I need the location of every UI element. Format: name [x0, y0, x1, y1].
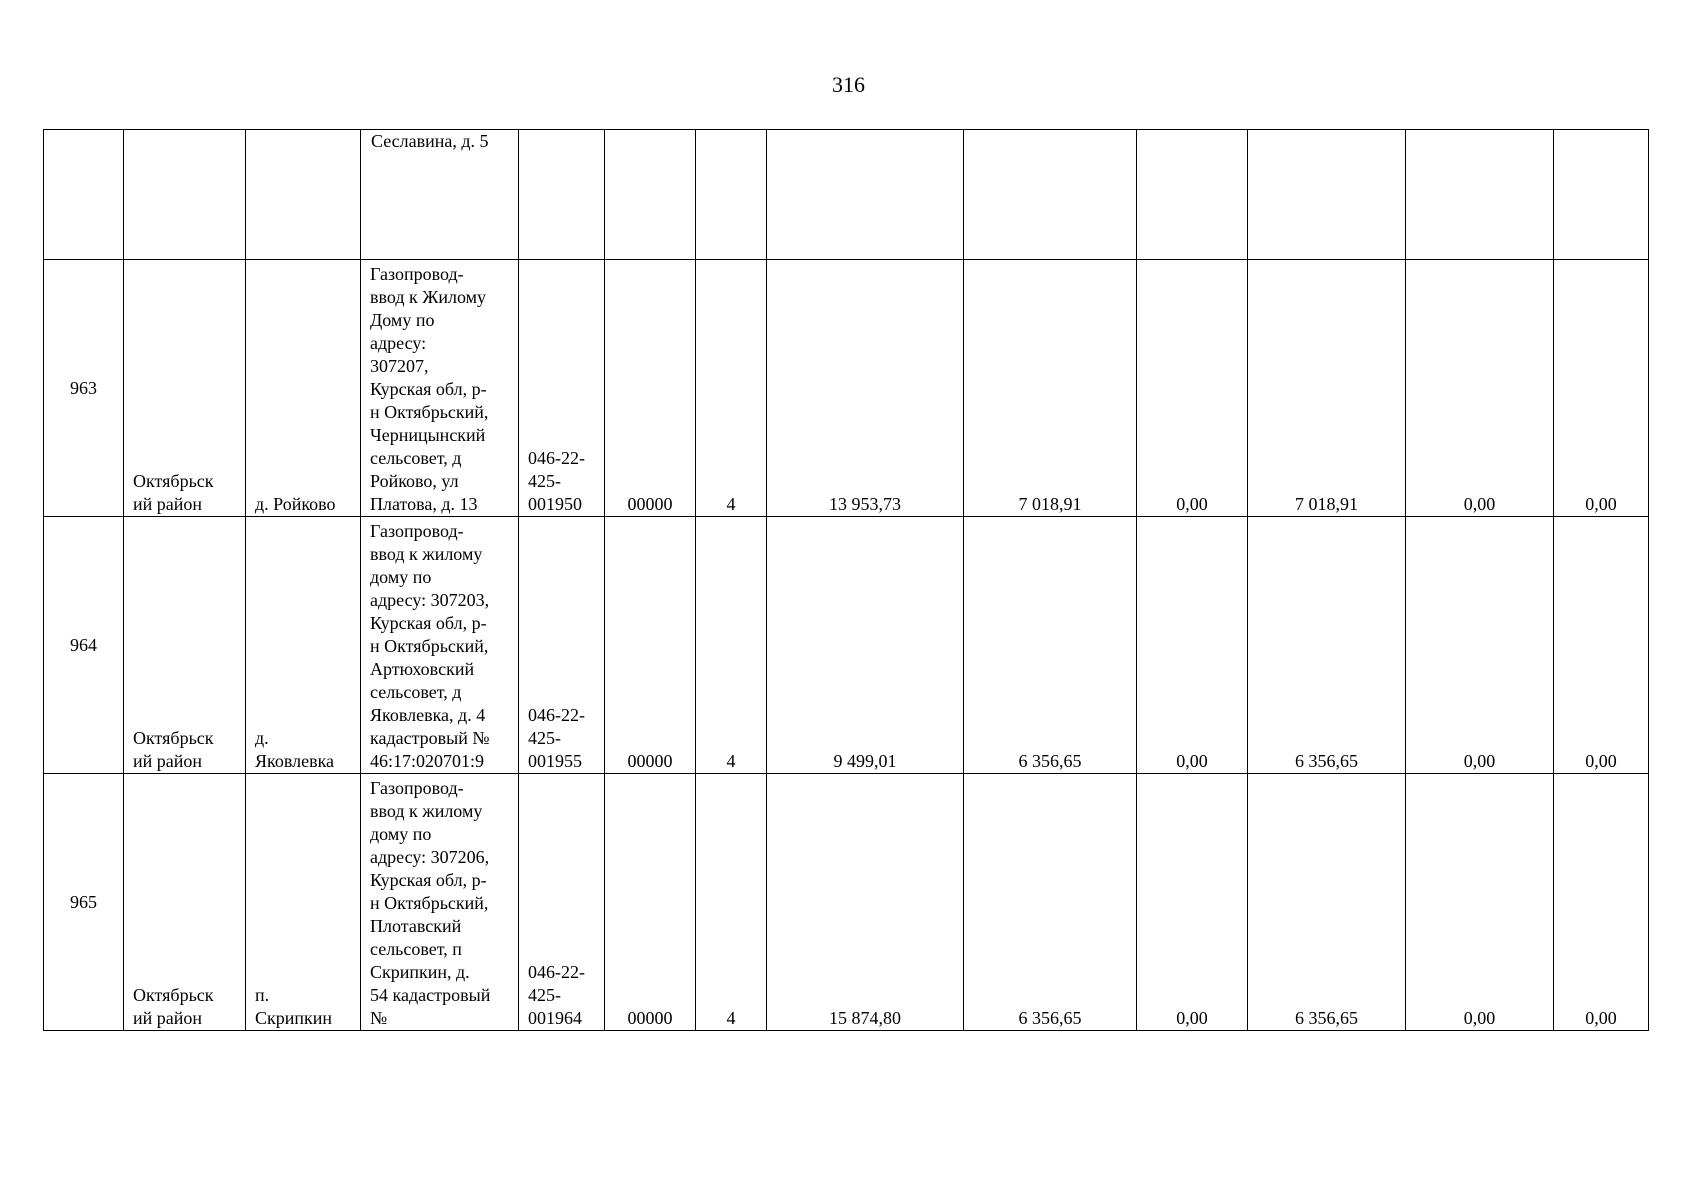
cell-object: Газопровод- ввод к Жилому Дому по адресу: 307207, Курская обл, р- н Октябрьский, Черницынский сельсовет, д Ройково, ул Платова, д. 13 — [361, 260, 519, 517]
cell-object-address-tail: Сеславина, д. 5 — [361, 130, 519, 260]
cell-inventory: 046-22- 425- 001964 — [519, 774, 605, 1031]
cell-group — [696, 130, 767, 260]
cell-residual-start — [964, 130, 1137, 260]
cell-group: 4 — [696, 517, 767, 774]
cell-settlement: д. Ройково — [246, 260, 361, 517]
assets-table — [43, 129, 1649, 1031]
cell-residual-end: 6 356,65 — [1248, 774, 1406, 1031]
cell-residual-end — [1248, 130, 1406, 260]
cell-change: 0,00 — [1137, 260, 1248, 517]
table-row — [44, 517, 1649, 774]
cell-residual-start: 7 018,91 — [964, 260, 1137, 517]
cell-col12: 0,00 — [1554, 260, 1649, 517]
cell-initial-cost: 15 874,80 — [767, 774, 964, 1031]
cell-col11: 0,00 — [1406, 774, 1554, 1031]
cell-code: 00000 — [605, 774, 696, 1031]
cell-initial-cost — [767, 130, 964, 260]
cell-initial-cost: 9 499,01 — [767, 517, 964, 774]
cell-initial-cost: 13 953,73 — [767, 260, 964, 517]
cell-change: 0,00 — [1137, 517, 1248, 774]
cell-group: 4 — [696, 774, 767, 1031]
cell-residual-end: 6 356,65 — [1248, 517, 1406, 774]
row-number: 964 — [70, 635, 97, 655]
cell-code: 00000 — [605, 517, 696, 774]
table-row — [44, 774, 1649, 1031]
cell-col12: 0,00 — [1554, 774, 1649, 1031]
cell-change: 0,00 — [1137, 774, 1248, 1031]
row-number: 965 — [70, 892, 97, 912]
cell-object: Газопровод- ввод к жилому дому по адресу: 307203, Курская обл, р- н Октябрьский, Артюховский сельсовет, д Яковлевка, д. 4 кадастровый № 46:17:020701:9 — [361, 517, 519, 774]
page-number: 316 — [832, 72, 865, 97]
cell-change — [1137, 130, 1248, 260]
cell-settlement: д. Яковлевка — [246, 517, 361, 774]
row-number: 963 — [70, 378, 97, 398]
cell-no — [44, 130, 124, 260]
cell-inventory: 046-22- 425- 001955 — [519, 517, 605, 774]
cell-group: 4 — [696, 260, 767, 517]
cell-district — [124, 130, 246, 260]
cell-district: Октябрьск ий район — [124, 260, 246, 517]
cell-district: Октябрьск ий район — [124, 517, 246, 774]
cell-code: 00000 — [605, 260, 696, 517]
cell-settlement — [246, 130, 361, 260]
cell-col11: 0,00 — [1406, 260, 1554, 517]
cell-col12: 0,00 — [1554, 517, 1649, 774]
cell-col12 — [1554, 130, 1649, 260]
cell-col11 — [1406, 130, 1554, 260]
cell-code — [605, 130, 696, 260]
cell-no — [44, 260, 124, 517]
cell-residual-end: 7 018,91 — [1248, 260, 1406, 517]
cell-settlement: п. Скрипкин — [246, 774, 361, 1031]
cell-residual-start: 6 356,65 — [964, 517, 1137, 774]
cell-no — [44, 774, 124, 1031]
cell-inventory: 046-22- 425- 001950 — [519, 260, 605, 517]
table-row-carryover — [44, 130, 1649, 260]
table-row — [44, 260, 1649, 517]
cell-residual-start: 6 356,65 — [964, 774, 1137, 1031]
cell-no — [44, 517, 124, 774]
cell-inventory — [519, 130, 605, 260]
cell-col11: 0,00 — [1406, 517, 1554, 774]
cell-district: Октябрьск ий район — [124, 774, 246, 1031]
cell-object: Газопровод- ввод к жилому дому по адресу: 307206, Курская обл, р- н Октябрьский, Плотавский сельсовет, п Скрипкин, д. 54 кадастровый № — [361, 774, 519, 1031]
